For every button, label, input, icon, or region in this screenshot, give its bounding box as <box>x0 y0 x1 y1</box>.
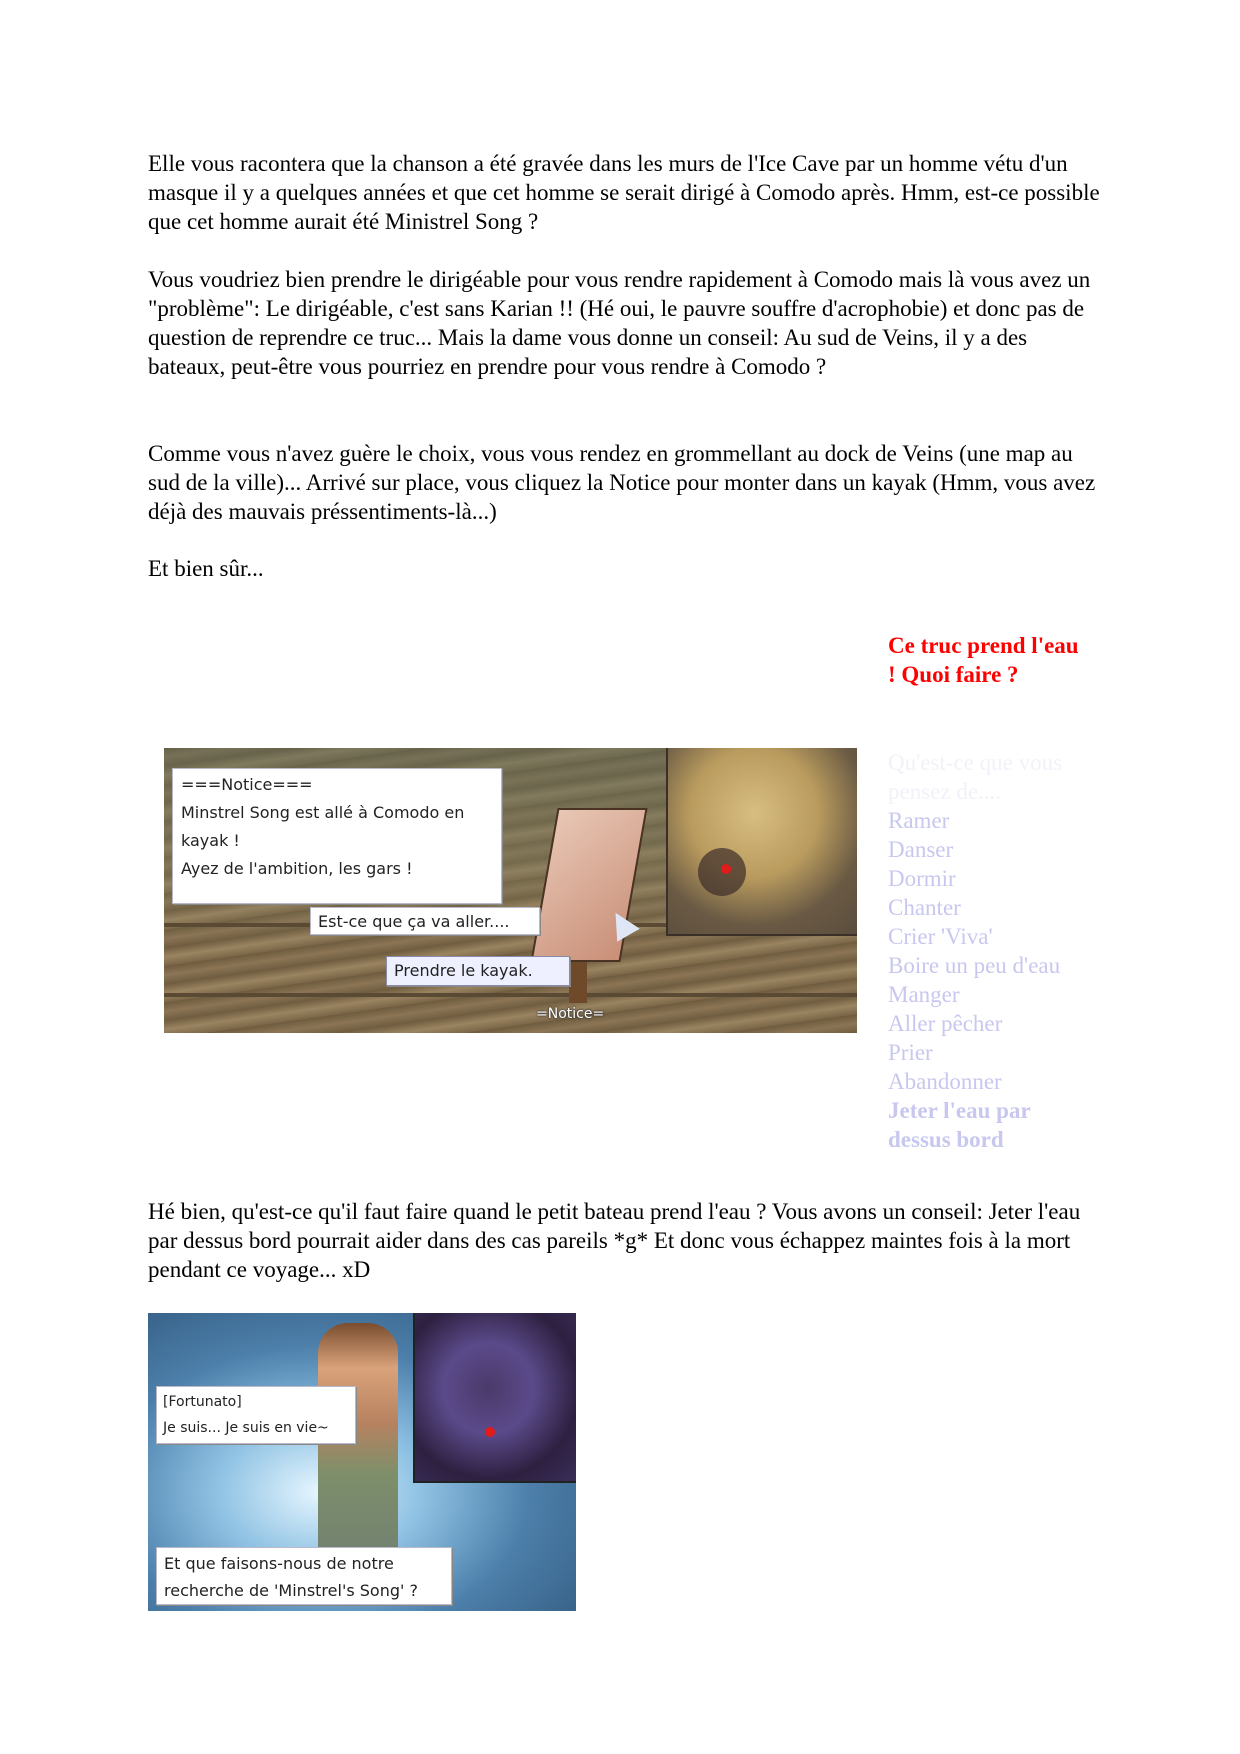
option-item: Prier <box>888 1040 933 1065</box>
side-panel-title: Ce truc prend l'eau ! Quoi faire ? <box>888 633 1079 687</box>
speaker-name: [Fortunato] <box>163 1394 242 1410</box>
paragraph-et-bien-sur: Et bien sûr... <box>148 556 264 581</box>
character-sprite <box>318 1323 398 1573</box>
speech-text: Je suis... Je suis en vie~ <box>163 1420 329 1436</box>
dialog-option-ca-va-aller: Est-ce que ça va aller.... <box>310 907 540 935</box>
option-item: Abandonner <box>888 1069 1002 1094</box>
notice-dialog <box>172 768 502 904</box>
question-line: Et que faisons-nous de notre <box>164 1554 394 1573</box>
dock-plank <box>164 993 857 997</box>
player-marker-icon <box>721 864 731 874</box>
option-item: Chanter <box>888 895 961 920</box>
notice-line: Ayez de l'ambition, les gars ! <box>181 859 413 878</box>
option-item: Ramer <box>888 808 950 833</box>
option-item: Crier 'Viva' <box>888 924 993 949</box>
option-item: Danser <box>888 837 954 862</box>
npc-name-label: =Notice= <box>536 1006 605 1022</box>
minimap <box>666 748 857 936</box>
option-item: Dormir <box>888 866 956 891</box>
paragraph-ice-cave: Elle vous racontera que la chanson a été gravée dans les murs de l'Ice Cave par un homme vétu d'un masque il y a quelques années et que cet homme se serait dirigé à Comodo après. Hmm, est-ce possible que cet homme aurait été Ministrel Song ? <box>148 151 1100 234</box>
speech-bubble <box>156 1386 356 1444</box>
game-screenshot-kayak <box>164 748 857 1033</box>
option-item: Aller pêcher <box>888 1011 1003 1036</box>
notice-line: Minstrel Song est allé à Comodo en <box>181 803 465 822</box>
paragraph-dirigeable: Vous voudriez bien prendre le dirigéable pour vous rendre rapidement à Comodo mais là vous avez un "problème": Le dirigéable, c'est sans Karian !! (Hé oui, le pauvre souffre d'acrophobie) et donc pas de question de reprendre ce truc... Mais la dame vous donne un conseil: Au sud de Veins, il y a des bateaux, peut-être vous pourriez en prendre pour vous rendre à Comodo ? <box>148 267 1091 379</box>
notice-line: kayak ! <box>181 831 240 850</box>
option-item: Manger <box>888 982 960 1007</box>
game-screenshot-fortunato <box>148 1313 576 1611</box>
question-dialog <box>156 1547 452 1605</box>
side-panel-options <box>888 806 1088 1154</box>
option-item: Boire un peu d'eau <box>888 953 1061 978</box>
minimap <box>413 1313 576 1483</box>
notice-line: ===Notice=== <box>181 775 313 794</box>
player-marker-icon <box>485 1427 495 1437</box>
question-line: recherche de 'Minstrel's Song' ? <box>164 1581 418 1600</box>
side-panel-question: Qu'est-ce que vous pensez de.... <box>888 750 1063 804</box>
dialog-option-prendre-kayak: Prendre le kayak. <box>386 956 570 986</box>
option-item-last: Jeter l'eau par dessus bord <box>888 1098 1031 1152</box>
paragraph-conseil: Hé bien, qu'est-ce qu'il faut faire quand le petit bateau prend l'eau ? Vous avons un conseil: Jeter l'eau par dessus bord pourrait aider dans des cas pareils *g* Et donc vous échappez maintes fois à la mort pendant ce voyage... xD <box>148 1199 1081 1282</box>
paragraph-veins-dock: Comme vous n'avez guère le choix, vous vous rendez en grommellant au dock de Veins (une map au sud de la ville)... Arrivé sur place, vous cliquez la Notice pour monter dans un kayak (Hmm, vous avez déjà des mauvais préssentiments-là...) <box>148 441 1096 524</box>
